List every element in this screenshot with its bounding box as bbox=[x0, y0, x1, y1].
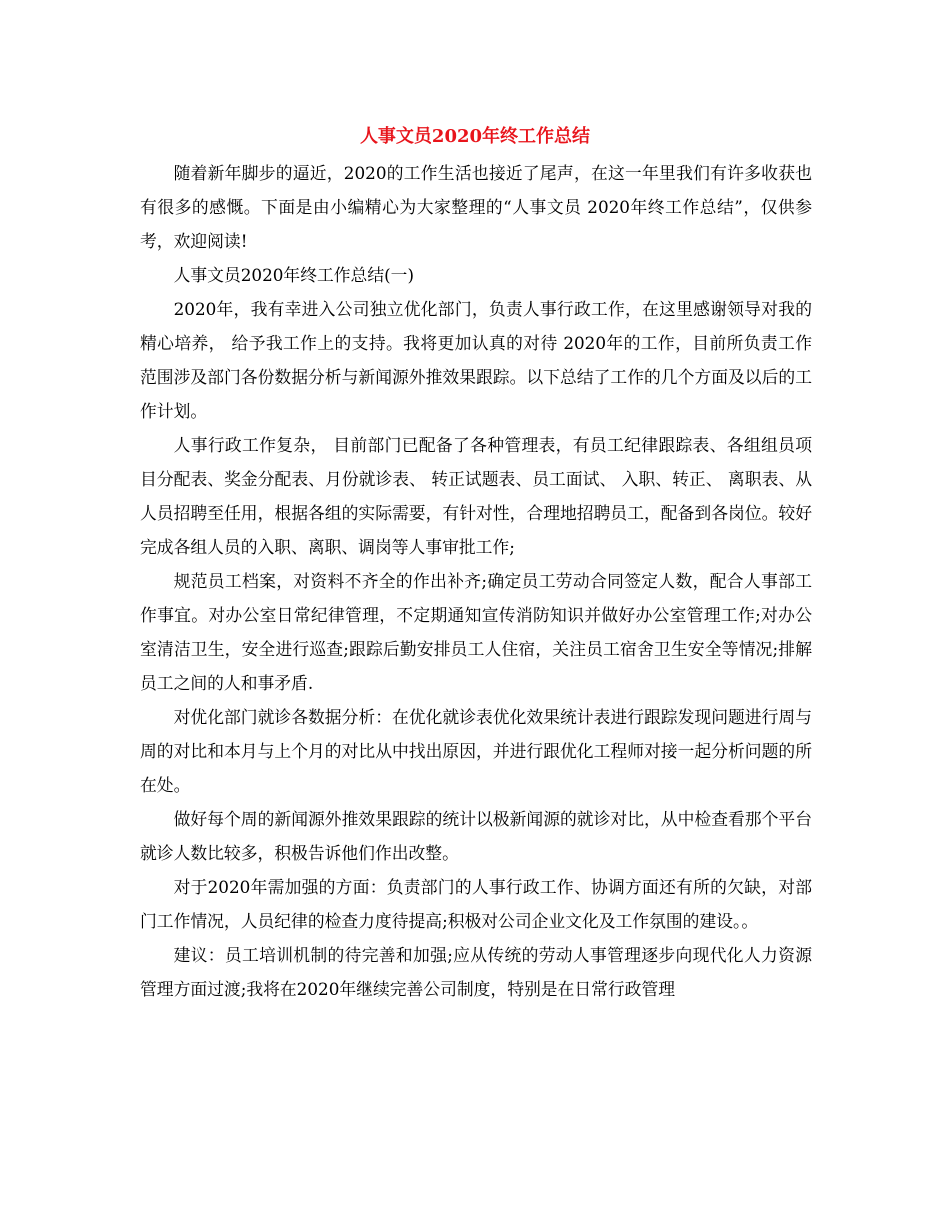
paragraph: 2020年，我有幸进入公司独立优化部门，负责人事行政工作，在这里感谢领导对我的精心培养， 给予我工作上的支持。我将更加认真的对待 2020年的工作，目前所负责工作范围涉及部门各份数据分析与新闻源外推效果跟踪。以下总结了工作的几个方面及以后的工作计划。 bbox=[140, 299, 812, 421]
document-title: 人事文员2020年终工作总结 bbox=[359, 126, 591, 147]
paragraph: 建议：员工培训机制的待完善和加强;应从传统的劳动人事管理逐步向现代化人力资源管理方面过渡;我将在2020年继续完善公司制度，特别是在日常行政管理 bbox=[140, 945, 812, 999]
document-body bbox=[140, 156, 812, 1006]
paragraph-intro: 随着新年脚步的逼近，2020的工作生活也接近了尾声，在这一年里我们有许多收获也有很多的感慨。下面是由小编精心为大家整理的“人事文员 2020年终工作总结”，仅供参考，欢迎阅读! bbox=[140, 163, 812, 251]
paragraph: 做好每个周的新闻源外推效果跟踪的统计以极新闻源的就诊对比，从中检查看那个平台就诊人数比较多，积极告诉他们作出改整。 bbox=[140, 809, 812, 863]
paragraph: 规范员工档案，对资料不齐全的作出补齐;确定员工劳动合同签定人数，配合人事部工作事宜。对办公室日常纪律管理，不定期通知宣传消防知识并做好办公室管理工作;对办公室清洁卫生，安全进行巡查;跟踪后勤安排员工人住宿，关注员工宿舍卫生安全等情况;排解员工之间的人和事矛盾. bbox=[140, 571, 812, 693]
paragraph: 人事行政工作复杂， 目前部门已配备了各种管理表，有员工纪律跟踪表、各组组员项目分配表、奖金分配表、月份就诊表、 转正试题表、员工面试、 入职、转正、 离职表、从人员招聘至任用，根据各组的实际需要，有针对性，合理地招聘员工，配备到各岗位。较好完成各组人员的入职、离职、调岗等人事审批工作; bbox=[140, 435, 812, 557]
paragraph: 对优化部门就诊各数据分析：在优化就诊表优化效果统计表进行跟踪发现问题进行周与周的对比和本月与上个月的对比从中找出原因，并进行跟优化工程师对接一起分析问题的所在处。 bbox=[140, 707, 812, 795]
paragraph: 对于2020年需加强的方面：负责部门的人事行政工作、协调方面还有所的欠缺，对部门工作情况，人员纪律的检查力度待提高;积极对公司企业文化及工作氛围的建设。。 bbox=[140, 877, 812, 931]
section-heading: 人事文员2020年终工作总结(一) bbox=[173, 265, 414, 285]
